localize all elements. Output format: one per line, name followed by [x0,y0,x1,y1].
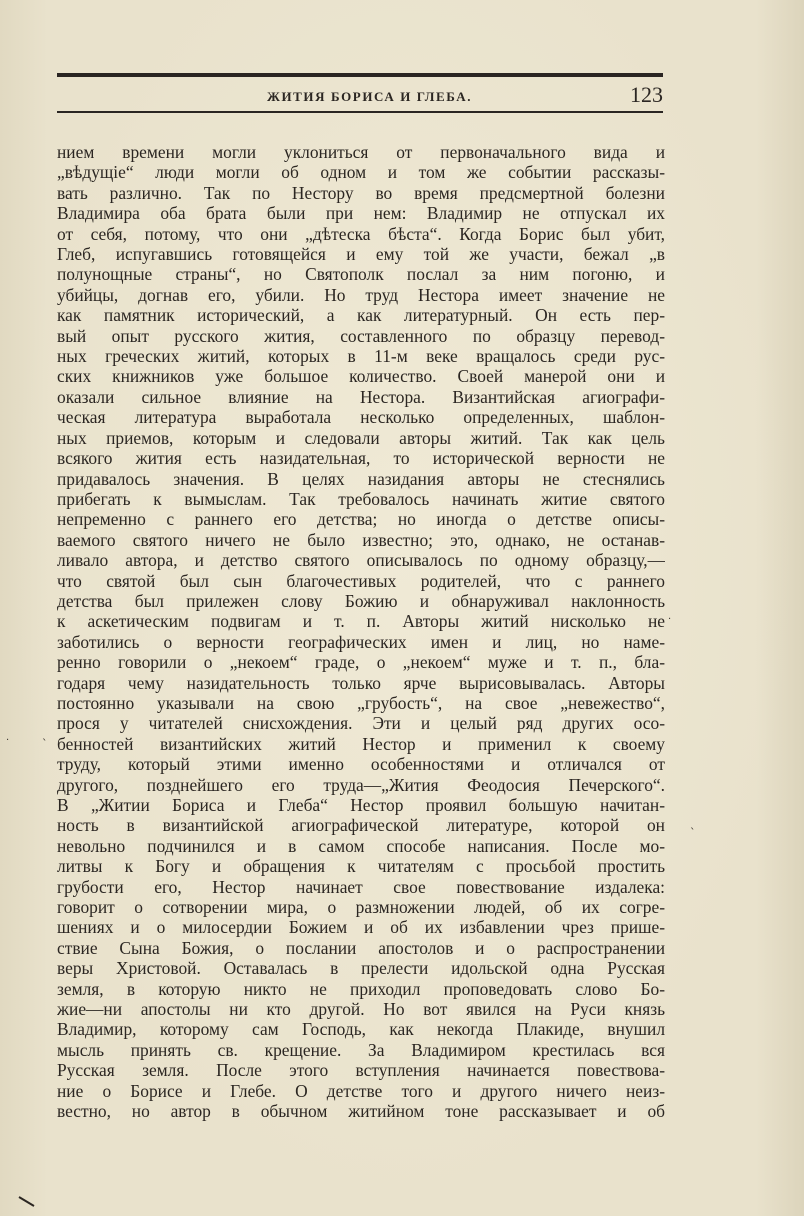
text-line: Русская земля. После этого вступления начинается повествова- [57,1060,665,1081]
text-line: ние о Борисе и Глебе. О детстве того и другого ничего неиз- [57,1080,665,1101]
text-line: постоянно указывали на свою „грубость“, на свое „невежество“, [57,692,665,713]
text-line: ность в византийской агиографической литературе, которой он [57,815,665,836]
text-line: убийцы, догнав его, убили. Но труд Нестора имеет значение не [57,284,665,305]
text-line: ваемого святого ничего не было известно; это, однако, не останав- [57,529,665,550]
text-line: невольно подчинился и в самом способе написания. После мо- [57,835,665,856]
text-line: как памятник исторический, а как литературный. Он есть пер- [57,305,665,326]
text-line: детства был прилежен слову Божию и обнаруживал наклонность [57,590,665,611]
text-line: прося у читателей снисхождения. Эти и целый ряд других осо- [57,713,665,734]
running-head [57,84,663,110]
text-line: ских книжников уже большое количество. Своей манерой они и [57,366,665,387]
text-line: ческая литература выработала несколько определенных, шаблон- [57,407,665,428]
text-line: прибегать к вымыслам. Так требовалось начинать житие святого [57,488,665,509]
text-line: годаря чему назидательность только ярче вырисовывалась. Авторы [57,672,665,693]
text-line: нием времени могли уклониться от первоначального вида и [57,142,665,162]
text-line: жие—ни апостолы ни кто другой. Но вот явился на Руси князь [57,999,665,1020]
running-title: ЖИТИЯ БОРИСА И ГЛЕБА. [267,89,473,104]
text-line: вать различно. Так по Нестору во время предсмертной болезни [57,182,665,203]
text-line: литвы к Богу и обращения к читателям с просьбой простить [57,856,665,877]
text-line: другого, позднейшего его труда—„Жития Феодосия Печерского“. [57,774,665,795]
text-line: грубости его, Нестор начинает свое повествование издалека: [57,876,665,897]
text-line: шениях и о милосердии Божием и об их избавлении чрез прише- [57,917,665,938]
margin-mark-icon: · [6,735,10,746]
text-line: труду, который этими именно особенностями и отличался от [57,754,665,775]
text-line: говорит о сотворении мира, о размножении людей, об их согре- [57,897,665,918]
text-line: веры Христовой. Оставалась в прелести идольской одна Русская [57,958,665,979]
text-line: мысль принять св. крещение. За Владимиром крестилась вся [57,1039,665,1060]
text-line: оказали сильное влияние на Нестора. Византийская агиографи- [57,386,665,407]
header-rule-bottom [57,111,663,113]
text-line: вестно, но автор в обычном житийном тоне рассказывает и об [57,1101,665,1122]
margin-mark-icon: ˎ [42,728,48,741]
text-line: вый опыт русского жития, составленного по образцу перевод- [57,325,665,346]
text-line: к аскетическим подвигам и т. п. Авторы житий нисколько не [57,611,665,632]
text-line: „вѣдущіе“ люди могли об одном и том же событии рассказы- [57,162,665,183]
text-line: от себя, потому, что они „дѣтеска бѣста“. Когда Борис был убит, [57,223,665,244]
text-line: Глеб, испугавшись готовящейся и ему той же участи, бежал „в [57,244,665,265]
margin-mark-icon: ˋ [690,826,696,839]
text-line: заботились о верности географических имен и лиц, но наме- [57,631,665,652]
text-line: придавалось значения. В целях назидания авторы не стеснялись [57,468,665,489]
corner-mark-icon [18,1196,36,1208]
text-line: полунощные страны“, но Святополк послал за ним погоню, и [57,264,665,285]
page-number: 123 [630,82,663,107]
text-line: непременно с раннего его детства; но иногда о детстве описы- [57,509,665,530]
body-text [57,142,665,1122]
text-line: бенностей византийских житий Нестор и применил к своему [57,733,665,754]
text-line: Владимира оба брата были при нем: Владимир не отпускал их [57,203,665,224]
text-line: ренно говорили о „некоем“ граде, о „некоем“ муже и т. п., бла- [57,652,665,673]
text-line: ных греческих житий, которых в 11-м веке вращалось среди рус- [57,346,665,367]
margin-mark-icon: · [668,614,672,625]
text-line: всякого жития есть назидательная, то исторической верности не [57,448,665,469]
text-line: ливало автора, и детство святого описывалось по одному образцу,— [57,550,665,571]
text-line: ных приемов, которым и следовали авторы житий. Так как цель [57,427,665,448]
text-line: ствие Сына Божия, о послании апостолов и о распространении [57,937,665,958]
text-line: что святой был сын благочестивых родителей, что с раннего [57,570,665,591]
text-line: В „Житии Бориса и Глеба“ Нестор проявил большую начитан- [57,795,665,815]
text-line: земля, в которую никто не приходил проповедовать слово Бо- [57,978,665,999]
header-rule-top [57,73,663,77]
text-line: Владимир, которому сам Господь, как некогда Плакиде, внушил [57,1019,665,1040]
